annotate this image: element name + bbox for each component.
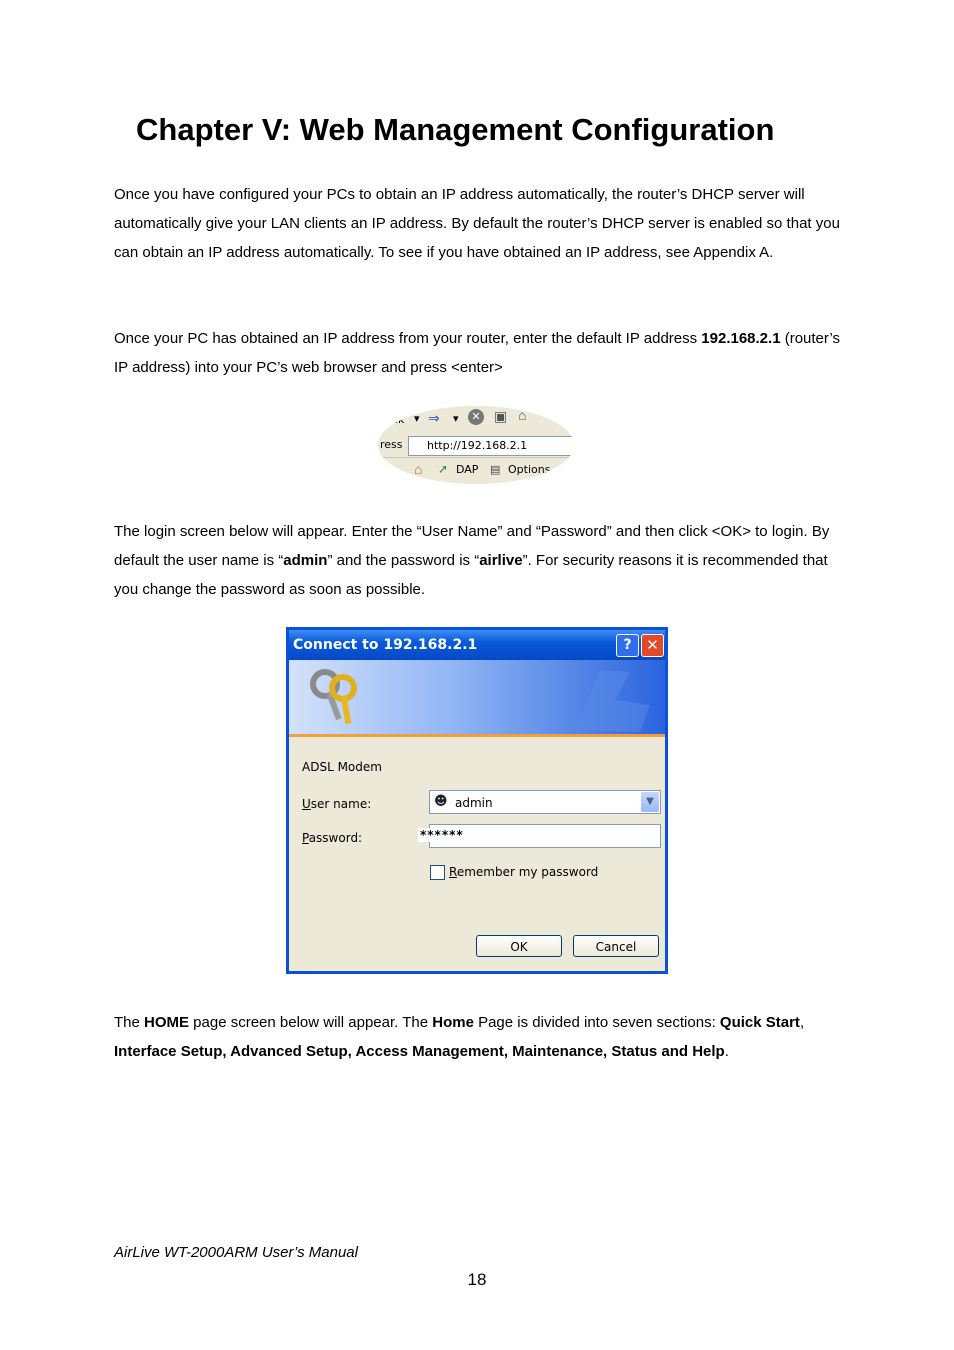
ip-address-paragraph: [114, 324, 844, 382]
home-bold-1: HOME: [144, 1014, 190, 1031]
cancel-button[interactable]: Cancel: [573, 935, 659, 957]
password-label: Password:: [302, 831, 363, 845]
dropdown-arrow-icon: ▾: [453, 412, 459, 425]
login-text-2: ” and the password is “: [327, 552, 480, 569]
ip-paragraph-after: (router’s IP address) into your PC’s web browser and press <enter>: [114, 330, 841, 376]
home-link-icon: ⌂: [414, 461, 423, 477]
stop-icon: ✕: [468, 409, 484, 425]
default-password: airlive: [479, 552, 523, 569]
default-username: admin: [283, 552, 328, 569]
chapter-heading: Chapter V: Web Management Configuration: [136, 112, 775, 147]
home-page-paragraph: [114, 1008, 844, 1066]
ip-paragraph-before: Once your PC has obtained an IP address from your router, enter the default IP address: [114, 330, 702, 347]
link-arrow-icon: ➚: [438, 462, 449, 476]
address-label: ress: [380, 438, 403, 451]
browser-toolbar: [378, 406, 574, 434]
username-label: User name:: [302, 797, 372, 811]
home-text-5: .: [724, 1043, 729, 1060]
address-value: http://192.168.2.1: [427, 439, 528, 452]
login-dialog: [286, 627, 668, 974]
toolbar-back-text: ck: [392, 413, 405, 426]
realm-label: ADSL Modem: [302, 760, 382, 774]
page-number: 18: [467, 1270, 487, 1289]
user-avatar-icon: ☻: [434, 794, 448, 809]
browser-address-row: [378, 433, 574, 457]
help-button[interactable]: ?: [616, 634, 639, 657]
link-dap[interactable]: DAP: [456, 463, 479, 476]
default-ip-address: 192.168.2.1: [701, 330, 781, 347]
home-bold-2: Home: [432, 1014, 474, 1031]
ok-button[interactable]: OK: [476, 935, 562, 957]
remember-password-label: Remember my password: [449, 865, 599, 879]
username-combobox[interactable]: [429, 790, 661, 814]
forward-arrow-icon: ⇒: [428, 410, 440, 426]
keys-icon: [305, 666, 365, 728]
password-label-rest: assword:: [308, 831, 363, 845]
sections-list: Interface Setup, Advanced Setup, Access Management, Maintenance, Status and Help: [114, 1043, 725, 1060]
login-text-1: The login screen below will appear. Enter the “User Name” and “Password” and then click <OK> to login. By default the user name is “: [114, 523, 830, 569]
refresh-icon: ▣: [494, 408, 508, 424]
dialog-banner: [289, 660, 665, 737]
dialog-title: Connect to 192.168.2.1: [293, 637, 478, 653]
password-input[interactable]: [420, 824, 661, 848]
home-icon: ⌂: [518, 407, 527, 423]
remember-password-checkbox[interactable]: [430, 865, 445, 880]
username-label-rest: ser name:: [310, 797, 372, 811]
home-text-1: The: [114, 1014, 145, 1031]
remember-label-rest: emember my password: [456, 865, 599, 879]
back-arrow-icon: ▾: [414, 412, 420, 425]
username-value: admin: [455, 796, 493, 810]
home-text-4: ,: [799, 1014, 805, 1031]
browser-address-bar-screenshot: [378, 406, 574, 484]
close-button[interactable]: ✕: [641, 634, 664, 657]
login-instructions-paragraph: [114, 517, 844, 604]
banner-keys-watermark-icon: [555, 660, 665, 734]
dialog-titlebar: [289, 630, 665, 660]
login-text-3: ”. For security reasons it is recommended that you change the password as soon as possible.: [114, 552, 828, 598]
intro-paragraph: Once you have configured your PCs to obtain an IP address automatically, the router’s DHCP server will automatically give your LAN clients an IP address. By default the router’s DHCP server is enabled so that you can obtain an IP address automatically. To see if you have obtained an IP address, see Appendix A.: [114, 186, 840, 261]
link-options[interactable]: Options: [508, 463, 551, 476]
chevron-down-icon[interactable]: ▼: [641, 792, 659, 812]
home-text-3: Page is divided into seven sections:: [473, 1014, 720, 1031]
address-input[interactable]: [408, 436, 574, 456]
password-value: ******: [420, 828, 464, 842]
home-text-2: page screen below will appear. The: [189, 1014, 433, 1031]
link-page-icon: ▤: [490, 464, 501, 476]
section-quick-start: Quick Start: [719, 1014, 800, 1031]
manual-footer: AirLive WT-2000ARM User’s Manual: [114, 1244, 358, 1261]
browser-links-bar: [378, 457, 574, 484]
